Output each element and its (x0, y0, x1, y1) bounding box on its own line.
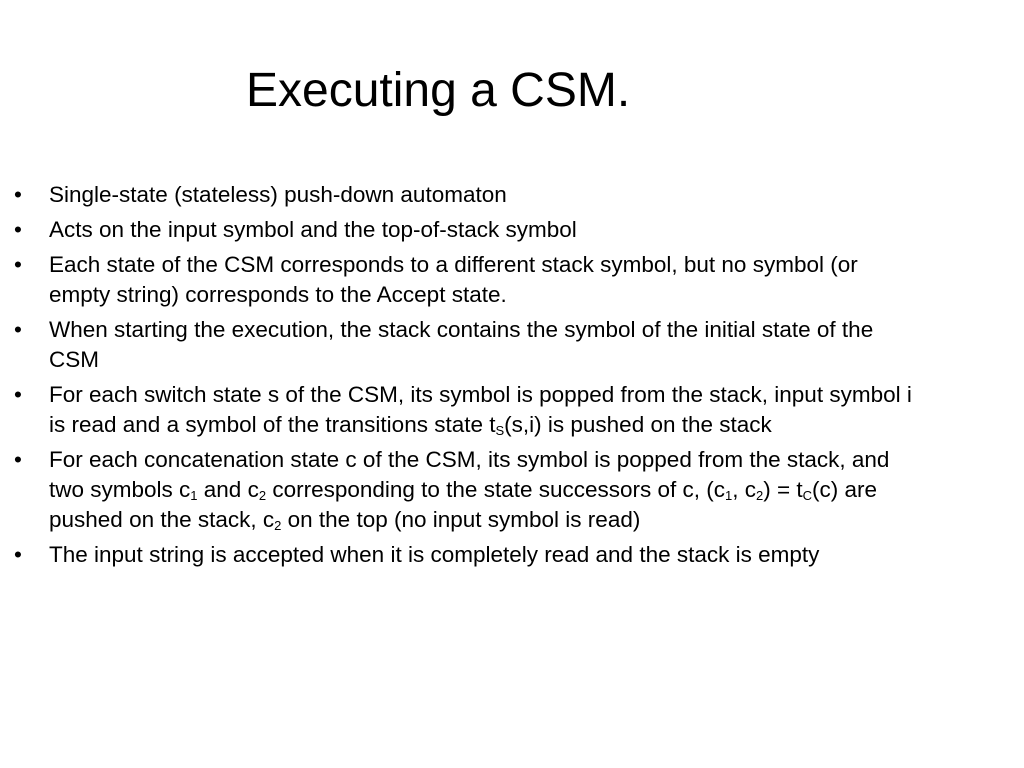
bullet-item (14, 540, 914, 570)
bullet-item (14, 380, 914, 440)
text-run: and c (197, 477, 259, 502)
subscript-text: 1 (190, 488, 198, 504)
bullet-marker: • (14, 317, 22, 342)
text-run: (s,i) is pushed on the stack (504, 412, 772, 437)
bullet-item (14, 180, 914, 210)
slide-title: Executing a CSM. (246, 64, 631, 117)
text-run: on the top (no input symbol is read) (281, 507, 641, 532)
bullet-item (14, 215, 914, 245)
subscript-text: C (802, 488, 813, 504)
bullet-marker: • (14, 217, 22, 242)
subscript-text: 2 (274, 518, 282, 534)
subscript-text: 2 (258, 488, 267, 504)
bullet-marker: • (14, 252, 22, 277)
text-run: Acts on the input symbol and the top-of-stack symbol (49, 217, 577, 242)
text-run: When starting the execution, the stack contains the symbol of the initial state of the CSM (49, 317, 874, 372)
bullet-text (49, 315, 914, 375)
subscript-text: 1 (725, 488, 733, 504)
bullet-item (14, 315, 914, 375)
bullet-text (49, 540, 914, 570)
bullet-marker: • (14, 382, 22, 407)
bullet-item (14, 250, 914, 310)
bullet-text (49, 380, 914, 440)
text-run: (c) are pushed on the stack, c (49, 477, 878, 532)
text-run: For each switch state s of the CSM, its symbol is popped from the stack, input symbol i is read and a symbol of the transitions state t (49, 382, 912, 437)
subscript-text: S (495, 423, 505, 439)
bullet-text (49, 215, 914, 245)
bullet-marker: • (14, 447, 22, 472)
subscript-text: 2 (756, 488, 764, 504)
text-run: , c (732, 477, 757, 502)
bullet-text (49, 445, 914, 535)
text-run: Each state of the CSM corresponds to a different stack symbol, but no symbol (or empty string) corresponds to the Accept state. (49, 252, 858, 307)
bullet-marker: • (14, 182, 22, 207)
bullet-item (14, 445, 914, 535)
bullet-text (49, 250, 914, 310)
text-run: ) = t (763, 477, 803, 502)
bullet-marker: • (14, 542, 22, 567)
text-run: For each concatenation state c of the CSM, its symbol is popped from the stack, and two symbols c (49, 447, 890, 502)
text-run: Single-state (stateless) push-down automaton (49, 182, 507, 207)
text-run: The input string is accepted when it is completely read and the stack is empty (49, 542, 820, 567)
bullet-text (49, 180, 914, 210)
bullet-list (14, 180, 914, 575)
text-run: corresponding to the state successors of c, (c (266, 477, 726, 502)
